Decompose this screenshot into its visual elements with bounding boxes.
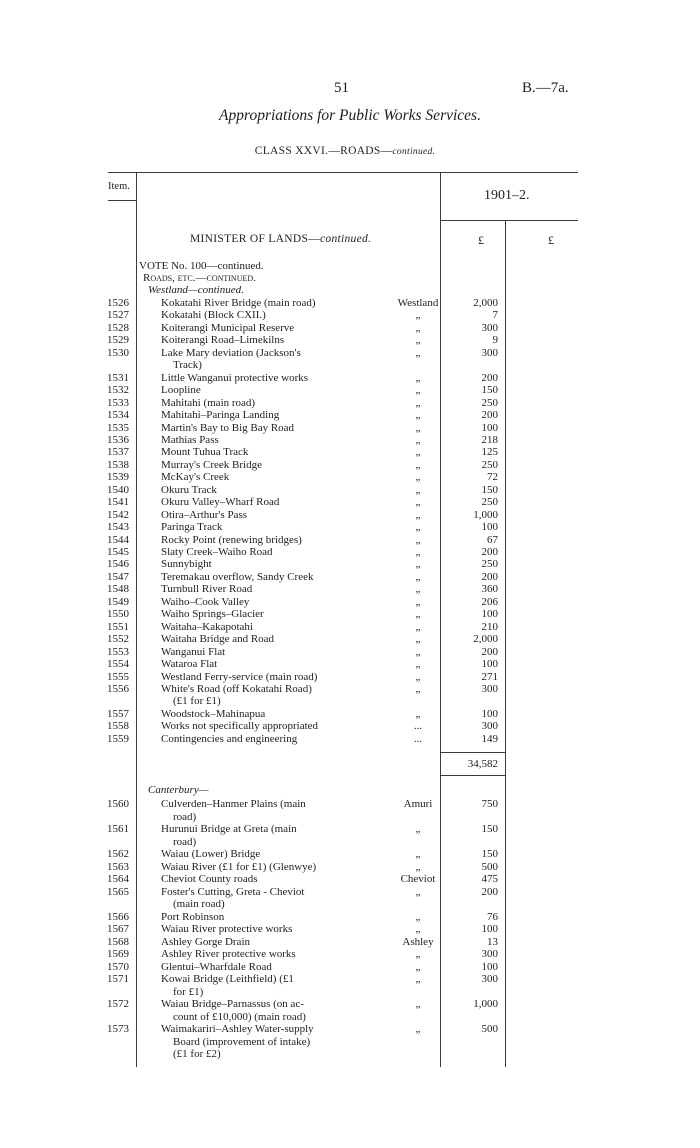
item-number: 1548: [107, 583, 129, 596]
item-district: „: [415, 396, 421, 409]
item-description: Waitaha Bridge and Road: [161, 633, 275, 646]
item-description-continued: (main road): [173, 898, 225, 910]
item-amount: 300: [481, 973, 498, 985]
item-number: 1571: [107, 973, 129, 985]
table-row: [0, 484, 700, 496]
table-row: [0, 434, 700, 446]
item-description: Waiau (Lower) Bridge: [161, 848, 261, 860]
item-amount: 300: [481, 346, 498, 359]
item-district: Cheviot: [400, 873, 436, 885]
item-description: Westland Ferry-service (main road): [161, 670, 318, 683]
item-number: 1539: [107, 471, 129, 484]
item-amount: 250: [481, 558, 498, 571]
item-number: 1560: [107, 798, 129, 810]
page-title: Appropriations for Public Works Services.: [219, 107, 481, 124]
table-row-continuation: [0, 836, 700, 848]
year-column-header: 1901–2.: [484, 188, 530, 203]
table-row: [0, 633, 700, 645]
item-description: Turnbull River Road: [161, 583, 253, 596]
table-row: [0, 459, 700, 471]
item-amount: 250: [481, 458, 498, 471]
item-district: „: [415, 570, 421, 583]
item-amount: 9: [492, 334, 498, 347]
item-amount: 100: [481, 521, 498, 534]
item-number: 1529: [107, 334, 129, 347]
table-row: [0, 848, 700, 860]
item-district: „: [415, 371, 421, 384]
item-number: 1549: [107, 595, 129, 608]
item-description: Cheviot County roads: [161, 873, 258, 885]
table-row: [0, 823, 700, 835]
item-district: „: [415, 334, 421, 347]
item-amount: 150: [481, 823, 498, 835]
item-description: Slaty Creek–Waiho Road: [161, 546, 273, 558]
item-description: Otira–Arthur's Pass: [161, 508, 248, 521]
subtotal-rule-bottom: [440, 775, 505, 776]
item-number: 1545: [107, 546, 129, 558]
table-row-continuation: [0, 1011, 700, 1023]
item-description-continued: Track): [173, 359, 202, 372]
table-row: [0, 683, 700, 695]
item-number: 1540: [107, 483, 129, 496]
item-amount: 1,000: [473, 508, 498, 521]
table-row: [0, 720, 700, 732]
table-row: [0, 309, 700, 321]
item-number: 1532: [107, 384, 129, 397]
item-amount: 100: [481, 421, 498, 434]
vote-line: VOTE No. 100—continued.: [139, 260, 264, 272]
ministry-heading: [190, 233, 371, 245]
table-row: [0, 646, 700, 658]
item-number: 1568: [107, 935, 129, 948]
item-number: 1531: [107, 371, 129, 384]
item-amount: 200: [481, 570, 498, 583]
item-description-continued: (£1 for £2): [173, 1048, 221, 1060]
item-number: 1546: [107, 558, 129, 571]
table-row: [0, 961, 700, 973]
item-district: „: [415, 521, 421, 534]
table-row: [0, 608, 700, 620]
item-amount: 2,000: [473, 297, 498, 309]
table-row: [0, 596, 700, 608]
table-row: [0, 322, 700, 334]
item-description: Waiau River protective works: [161, 923, 293, 935]
table-row: [0, 733, 700, 745]
item-district: „: [415, 471, 421, 484]
item-number: 1543: [107, 521, 129, 534]
table-row: [0, 911, 700, 923]
item-description-continued: for £1): [173, 985, 204, 998]
year-header-underline: [440, 220, 578, 221]
item-amount: 200: [481, 546, 498, 558]
item-number: 1556: [107, 682, 129, 695]
item-description-continued: (£1 for £1): [173, 695, 221, 708]
item-district: „: [415, 309, 421, 322]
item-description: Murray's Creek Bridge: [161, 458, 262, 471]
item-amount: 300: [481, 682, 498, 695]
table-row: [0, 534, 700, 546]
table-row: [0, 521, 700, 533]
item-district: „: [415, 948, 421, 960]
table-row: [0, 671, 700, 683]
item-amount: 250: [481, 496, 498, 509]
item-district: „: [415, 707, 421, 720]
item-description: Rocky Point (renewing bridges): [161, 533, 302, 546]
table-row: [0, 558, 700, 570]
table-row: [0, 334, 700, 346]
table-row: [0, 397, 700, 409]
table-row: [0, 446, 700, 458]
item-amount: 76: [487, 910, 498, 923]
item-district: „: [415, 496, 421, 509]
item-number: 1536: [107, 433, 129, 446]
table-row: [0, 372, 700, 384]
item-description: Works not specifically appropriated: [161, 720, 319, 733]
item-amount: 13: [487, 935, 498, 948]
item-district: „: [415, 860, 421, 873]
item-number: 1538: [107, 458, 129, 471]
item-number: 1566: [107, 910, 129, 923]
item-description: Koiterangi Municipal Reserve: [161, 321, 295, 334]
item-district: „: [415, 973, 421, 985]
item-description: Kowai Bridge (Leithfield) (£1: [161, 973, 294, 985]
item-amount: 500: [481, 860, 498, 873]
roads-subheading: Roads, etc.—continued.: [143, 272, 256, 284]
item-description: Waiau Bridge–Parnassus (on ac-: [161, 998, 304, 1010]
item-description: Culverden–Hanmer Plains (main: [161, 798, 306, 810]
item-number: 1535: [107, 421, 129, 434]
item-district: „: [415, 595, 421, 608]
westland-subtotal: 34,582: [467, 758, 498, 770]
item-number: 1527: [107, 309, 129, 322]
item-description: Waitaha–Kakapotahi: [161, 620, 253, 633]
item-description: Waiho–Cook Valley: [161, 595, 250, 608]
item-amount: 250: [481, 396, 498, 409]
table-row-continuation: [0, 986, 700, 998]
item-district: „: [415, 633, 421, 646]
item-district: „: [415, 620, 421, 633]
item-number: 1551: [107, 620, 129, 633]
table-row-continuation: [0, 811, 700, 823]
westland-subheading: Westland—continued.: [148, 284, 244, 296]
item-description: Contingencies and engineering: [161, 732, 298, 745]
ministry-heading-main: MINISTER OF LANDS—: [190, 233, 320, 245]
item-district: „: [415, 321, 421, 334]
item-amount: 150: [481, 384, 498, 397]
item-description: Hurunui Bridge at Greta (main: [161, 823, 297, 835]
item-amount: 200: [481, 885, 498, 898]
item-district: „: [415, 910, 421, 923]
table-row: [0, 948, 700, 960]
item-description: Teremakau overflow, Sandy Creek: [161, 570, 314, 583]
table-row: [0, 297, 700, 309]
item-number: 1554: [107, 658, 129, 671]
item-description: Mahitahi (main road): [161, 396, 256, 409]
item-description: Ashley Gorge Drain: [161, 935, 250, 948]
item-description-continued: road): [173, 835, 197, 848]
item-description: Martin's Bay to Big Bay Road: [161, 421, 295, 434]
item-district: „: [415, 658, 421, 671]
item-amount: 200: [481, 371, 498, 384]
item-district: „: [415, 533, 421, 546]
table-top-rule: [108, 172, 578, 173]
item-number: 1572: [107, 998, 129, 1010]
item-description: Sunnybight: [161, 558, 212, 571]
item-district: „: [415, 885, 421, 898]
table-row: [0, 422, 700, 434]
item-description-continued: Board (improvement of intake): [173, 1035, 311, 1048]
item-description: Lake Mary deviation (Jackson's: [161, 346, 301, 359]
item-description-continued: road): [173, 810, 197, 823]
item-amount: 500: [481, 1023, 498, 1035]
class-heading: [0, 145, 690, 157]
item-amount: 100: [481, 707, 498, 720]
item-number: 1542: [107, 508, 129, 521]
pound-sign-column-1: £: [478, 233, 484, 247]
item-description: Okuru Valley–Wharf Road: [161, 496, 280, 509]
table-row-continuation: [0, 359, 700, 371]
item-description: Wataroa Flat: [161, 658, 218, 671]
item-number: 1544: [107, 533, 129, 546]
table-row: [0, 1023, 700, 1035]
item-amount: 200: [481, 409, 498, 422]
item-number: 1559: [107, 732, 129, 745]
item-number: 1573: [107, 1023, 129, 1035]
table-row: [0, 409, 700, 421]
item-description: Koiterangi Road–Limekilns: [161, 334, 285, 347]
item-amount: 206: [481, 595, 498, 608]
item-description: Foster's Cutting, Greta - Cheviot: [161, 885, 305, 898]
item-description: Loopline: [161, 384, 201, 397]
item-amount: 750: [481, 798, 498, 810]
item-number: 1553: [107, 645, 129, 658]
item-number: 1550: [107, 608, 129, 621]
table-row: [0, 998, 700, 1010]
item-amount: 1,000: [473, 998, 498, 1010]
item-number: 1564: [107, 873, 129, 885]
item-description: Kokatahi (Block CXII.): [161, 309, 266, 322]
item-description: Wanganui Flat: [161, 645, 226, 658]
item-district: „: [415, 446, 421, 459]
class-heading-italic: continued.: [392, 147, 436, 157]
item-amount: 271: [481, 670, 498, 683]
item-description: Kokatahi River Bridge (main road): [161, 297, 316, 309]
item-amount: 149: [481, 732, 498, 745]
table-row: [0, 583, 700, 595]
item-amount: 150: [481, 483, 498, 496]
item-amount: 7: [492, 309, 498, 322]
item-amount: 150: [481, 848, 498, 860]
item-number: 1530: [107, 346, 129, 359]
page-number: 51: [334, 80, 349, 96]
item-amount: 67: [487, 533, 498, 546]
table-row: [0, 546, 700, 558]
item-number: 1563: [107, 860, 129, 873]
item-district: „: [415, 1023, 421, 1035]
item-district: „: [415, 923, 421, 935]
item-amount: 300: [481, 321, 498, 334]
item-district: „: [415, 608, 421, 621]
item-number: 1561: [107, 823, 129, 835]
ministry-heading-italic: continued.: [320, 233, 372, 245]
item-district: Westland: [397, 297, 439, 309]
item-district: „: [415, 645, 421, 658]
item-amount: 72: [487, 471, 498, 484]
item-district: „: [415, 409, 421, 422]
item-description: White's Road (off Kokatahi Road): [161, 682, 312, 695]
item-header-underline: [108, 200, 136, 201]
item-number: 1541: [107, 496, 129, 509]
item-number: 1569: [107, 948, 129, 960]
item-district: Ashley: [402, 935, 434, 948]
item-description: Glentui–Wharfdale Road: [161, 960, 272, 973]
item-amount: 300: [481, 948, 498, 960]
item-description: Mathias Pass: [161, 433, 219, 446]
table-row: [0, 509, 700, 521]
item-district: „: [415, 433, 421, 446]
table-row: [0, 347, 700, 359]
item-district: „: [415, 458, 421, 471]
item-number: 1534: [107, 409, 129, 422]
item-number: 1562: [107, 848, 129, 860]
table-row: [0, 384, 700, 396]
item-description: Waiho Springs–Glacier: [161, 608, 264, 621]
item-description: Waiau River (£1 for £1) (Glenwye): [161, 860, 317, 873]
table-row: [0, 973, 700, 985]
table-row: [0, 873, 700, 885]
table-row: [0, 886, 700, 898]
table-row-continuation: [0, 898, 700, 910]
item-number: 1567: [107, 923, 129, 935]
item-number: 1533: [107, 396, 129, 409]
item-amount: 210: [481, 620, 498, 633]
table-row: [0, 923, 700, 935]
table-row-continuation: [0, 695, 700, 707]
item-number: 1555: [107, 670, 129, 683]
item-description: McKay's Creek: [161, 471, 230, 484]
item-number: 1547: [107, 570, 129, 583]
item-district: „: [415, 682, 421, 695]
table-row: [0, 471, 700, 483]
class-heading-main: CLASS XXVI.—ROADS—: [254, 145, 393, 157]
item-amount: 218: [481, 433, 498, 446]
table-row: [0, 658, 700, 670]
item-district: „: [415, 998, 421, 1010]
item-district: Amuri: [403, 798, 433, 810]
table-row: [0, 496, 700, 508]
item-district: „: [415, 483, 421, 496]
item-description: Okuru Track: [161, 483, 217, 496]
table-row-continuation: [0, 1048, 700, 1060]
item-number: 1528: [107, 321, 129, 334]
item-district: „: [415, 546, 421, 558]
table-row: [0, 708, 700, 720]
item-district: „: [415, 670, 421, 683]
item-number: 1570: [107, 960, 129, 973]
item-amount: 300: [481, 720, 498, 733]
item-district: „: [415, 848, 421, 860]
item-number: 1565: [107, 885, 129, 898]
item-description: Port Robinson: [161, 910, 225, 923]
subtotal-rule-top: [440, 752, 505, 753]
item-column-header: Item.: [108, 181, 130, 192]
item-district: „: [415, 960, 421, 973]
item-district: „: [415, 384, 421, 397]
item-district: „: [415, 508, 421, 521]
item-number: 1552: [107, 633, 129, 646]
item-district: „: [415, 421, 421, 434]
item-district: „: [415, 583, 421, 596]
item-amount: 100: [481, 608, 498, 621]
item-amount: 475: [481, 873, 498, 885]
item-amount: 125: [481, 446, 498, 459]
item-amount: 360: [481, 583, 498, 596]
pound-sign-column-2: £: [548, 233, 554, 247]
item-amount: 100: [481, 658, 498, 671]
item-amount: 200: [481, 645, 498, 658]
item-number: 1558: [107, 720, 129, 733]
item-amount: 100: [481, 923, 498, 935]
table-row: [0, 861, 700, 873]
item-number: 1537: [107, 446, 129, 459]
item-district: ...: [413, 732, 423, 745]
table-row-continuation: [0, 1036, 700, 1048]
table-row: [0, 936, 700, 948]
document-code: B.—7a.: [522, 80, 569, 96]
item-district: „: [415, 823, 421, 835]
item-amount: 100: [481, 960, 498, 973]
item-district: „: [415, 558, 421, 571]
item-description: Little Wanganui protective works: [161, 371, 309, 384]
item-description-continued: count of £10,000) (main road): [173, 1010, 306, 1023]
canterbury-subheading: Canterbury—: [148, 784, 209, 796]
item-description: Paringa Track: [161, 521, 223, 534]
item-district: ...: [413, 720, 423, 733]
table-row: [0, 798, 700, 810]
item-description: Mount Tuhua Track: [161, 446, 249, 459]
table-row: [0, 571, 700, 583]
item-description: Waimakariri–Ashley Water-supply: [161, 1023, 314, 1035]
item-description: Ashley River protective works: [161, 948, 296, 960]
item-district: „: [415, 346, 421, 359]
item-amount: 2,000: [473, 633, 498, 646]
item-description: Mahitahi–Paringa Landing: [161, 409, 280, 422]
item-number: 1526: [107, 297, 129, 309]
table-row: [0, 621, 700, 633]
item-description: Woodstock–Mahinapua: [161, 707, 266, 720]
item-number: 1557: [107, 707, 129, 720]
